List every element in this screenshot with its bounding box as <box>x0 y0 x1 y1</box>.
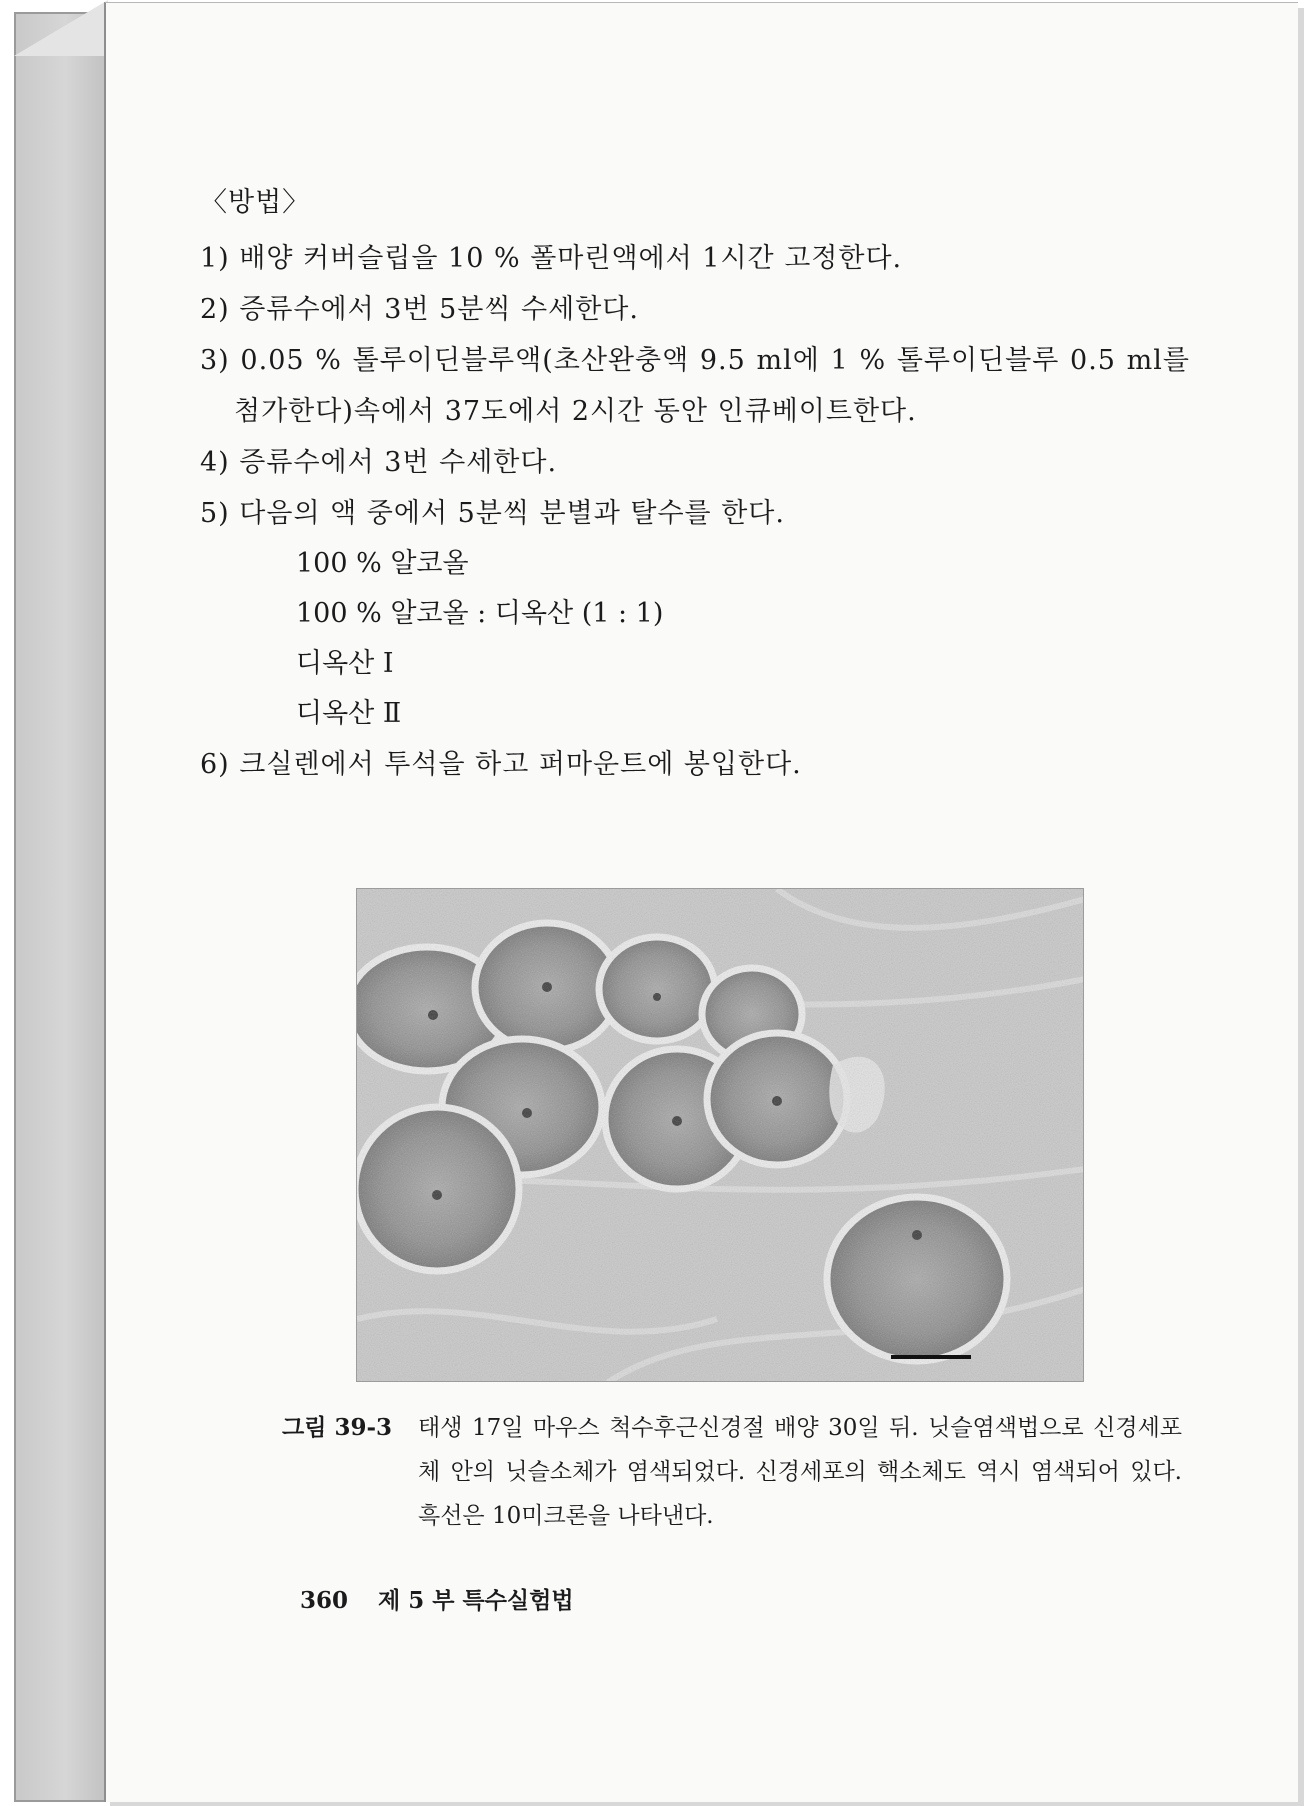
micrograph-figure <box>356 888 1084 1382</box>
step-3: 3) 0.05 % 톨루이딘블루액(초산완충액 9.5 ml에 1 % 톨루이딘블루 0.5 ml를 첨가한다)속에서 37도에서 2시간 동안 인큐베이트한다. <box>200 345 1190 427</box>
step-2: 2) 증류수에서 3번 5분씩 수세한다. <box>200 294 639 325</box>
method-heading: 〈방법〉 <box>200 187 311 218</box>
step-1: 1) 배양 커버슬립을 10 % 폴마린액에서 1시간 고정한다. <box>200 243 903 274</box>
micrograph-image <box>357 889 1084 1382</box>
step-5: 5) 다음의 액 중에서 5분씩 분별과 탈수를 한다. <box>200 498 785 529</box>
running-section-title: 제 5 부 특수실험법 <box>378 1587 574 1614</box>
method-section <box>200 180 1190 790</box>
solution-4: 디옥산 Ⅱ <box>296 698 402 729</box>
step-6: 6) 크실렌에서 투석을 하고 퍼마운트에 봉입한다. <box>200 749 802 780</box>
solution-1: 100 % 알코올 <box>296 548 469 579</box>
solution-2: 100 % 알코올 : 디옥산 (1 : 1) <box>296 598 664 629</box>
page-number: 360 <box>300 1587 349 1614</box>
figure-caption <box>282 1406 1182 1538</box>
book-spine <box>14 12 108 1802</box>
page-footer <box>300 1582 574 1615</box>
figure-label: 그림 39-3 <box>282 1414 392 1441</box>
step-4: 4) 증류수에서 3번 수세한다. <box>200 447 558 478</box>
figure-caption-text: 태생 17일 마우스 척수후근신경절 배양 30일 뒤. 닛슬염색법으로 신경세포체 안의 닛슬소체가 염색되었다. 신경세포의 핵소체도 역시 염색되어 있다. 흑선은 10미크론을 나타낸다. <box>418 1415 1182 1529</box>
solution-3: 디옥산 Ⅰ <box>296 648 394 679</box>
